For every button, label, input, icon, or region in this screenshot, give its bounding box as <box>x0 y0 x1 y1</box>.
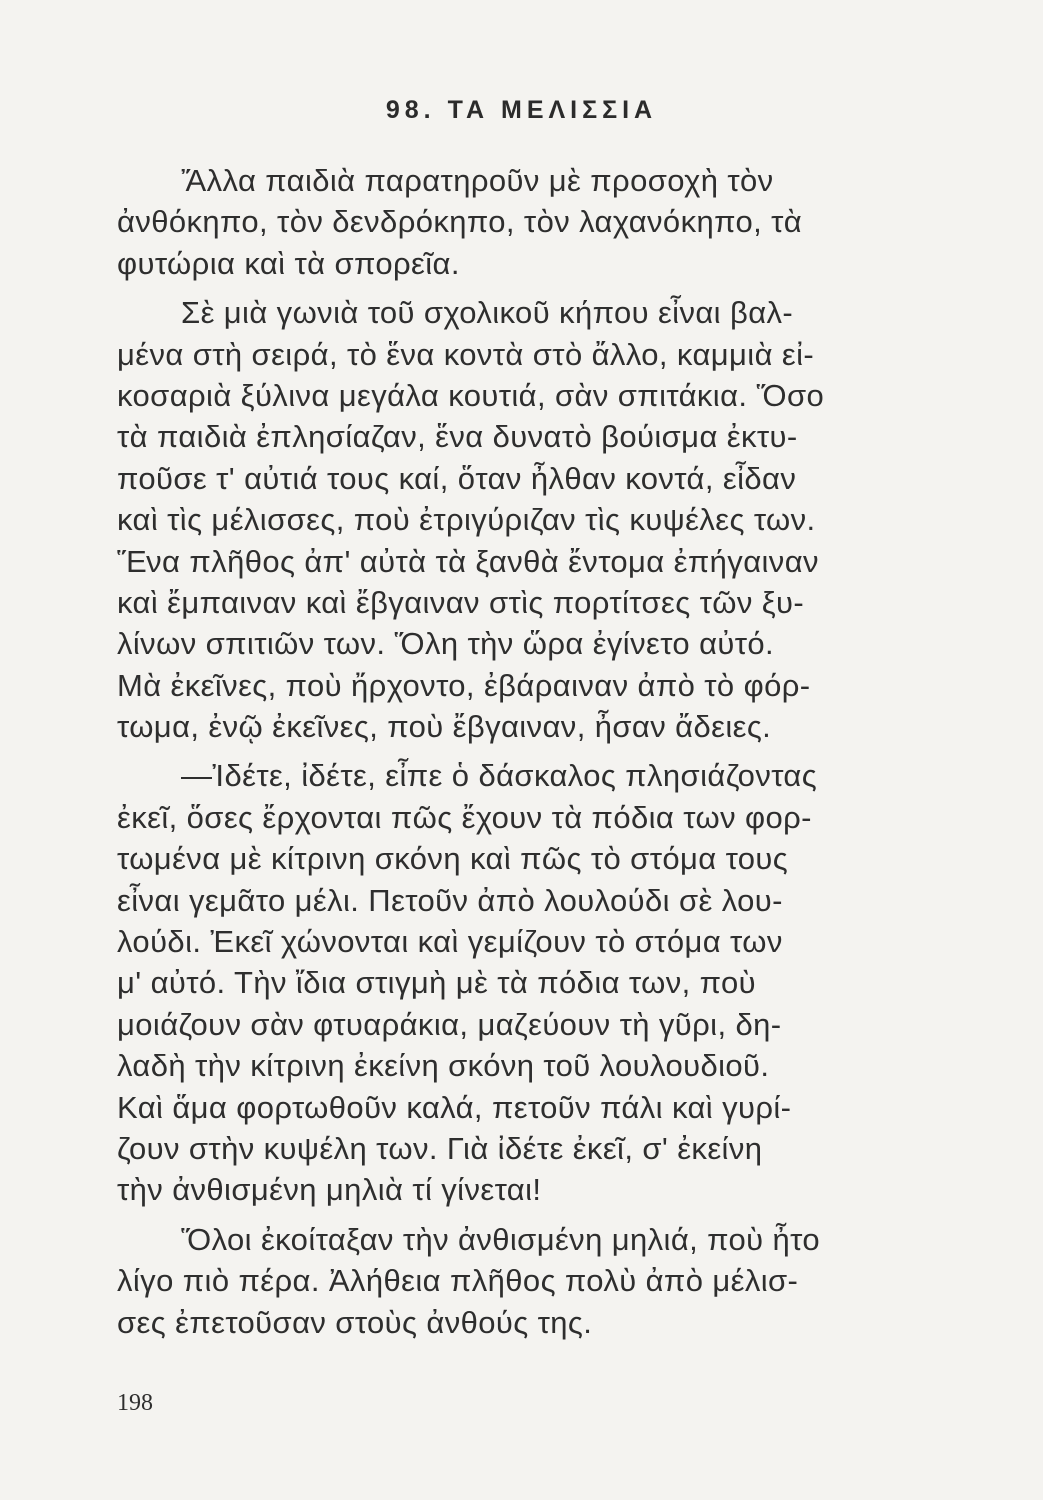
text-line: καὶ τὶς μέλισσες, ποὺ ἐτριγύριζαν τὶς κυψέλες των. <box>117 502 816 538</box>
text-line: λίνων σπιτιῶν των. Ὅλη τὴν ὥρα ἐγίνετο αὐτό. <box>117 626 775 662</box>
text-line: Μὰ ἐκεῖνες, ποὺ ἤρχοντο, ἐβάραιναν ἀπὸ τὸ φόρ- <box>117 667 811 703</box>
text-line: μένα στὴ σειρά, τὸ ἕνα κοντὰ στὸ ἄλλο, καμμιὰ εἰ- <box>117 336 815 372</box>
text-line: λαδὴ τὴν κίτρινη ἐκείνη σκόνη τοῦ λουλουδιοῦ. <box>117 1048 770 1084</box>
text-line: φυτώρια καὶ τὰ σπορεῖα. <box>117 245 460 281</box>
text-line: ποῦσε τ' αὐτιά τους καί, ὅταν ἦλθαν κοντά, εἶδαν <box>117 460 797 496</box>
paragraph <box>117 292 969 747</box>
text-line: τωμα, ἐνῷ ἐκεῖνες, ποὺ ἔβγαιναν, ἦσαν ἄδειες. <box>117 709 772 745</box>
text-line: Ὅλοι ἐκοίταξαν τὴν ἀνθισμένη μηλιά, ποὺ ἦτο <box>181 1221 821 1257</box>
text-line: Καὶ ἅμα φορτωθοῦν καλά, πετοῦν πάλι καὶ γυρί- <box>117 1089 792 1125</box>
paragraph <box>117 1219 969 1343</box>
text-line: εἶναι γεμᾶτο μέλι. Πετοῦν ἀπὸ λουλούδι σὲ λου- <box>117 882 783 918</box>
text-line: λούδι. Ἐκεῖ χώνονται καὶ γεμίζουν τὸ στόμα των <box>117 924 783 960</box>
text-line: Σὲ μιὰ γωνιὰ τοῦ σχολικοῦ κήπου εἶναι βαλ- <box>181 295 794 331</box>
text-line: —Ἰδέτε, ἰδέτε, εἶπε ὁ δάσκαλος πλησιάζοντας <box>181 758 818 794</box>
text-line: καὶ ἔμπαιναν καὶ ἔβγαιναν στὶς πορτίτσες τῶν ξυ- <box>117 584 805 620</box>
running-header: 98. ΤΑ ΜΕΛΙΣΣΙΑ <box>385 96 658 124</box>
paragraph <box>117 755 969 1210</box>
text-line: λίγο πιὸ πέρα. Ἀλήθεια πλῆθος πολὺ ἀπὸ μέλισ- <box>117 1263 799 1299</box>
page-number: 198 <box>117 1390 153 1416</box>
text-line: τὴν ἀνθισμένη μηλιὰ τί γίνεται! <box>117 1172 542 1208</box>
text-line: τωμένα μὲ κίτρινη σκόνη καὶ πῶς τὸ στόμα τους <box>117 841 789 877</box>
text-line: μ' αὐτό. Τὴν ἴδια στιγμὴ μὲ τὰ πόδια των, ποὺ <box>117 965 757 1001</box>
text-line: σες ἐπετοῦσαν στοὺς ἀνθούς της. <box>117 1304 593 1340</box>
text-line: Ἕνα πλῆθος ἀπ' αὐτὰ τὰ ξανθὰ ἔντομα ἐπήγαιναν <box>117 543 819 579</box>
text-line: Ἄλλα παιδιὰ παρατηροῦν μὲ προσοχὴ τὸν <box>181 163 774 198</box>
text-line: ἐκεῖ, ὅσες ἔρχονται πῶς ἔχουν τὰ πόδια των φορ- <box>117 799 812 835</box>
paragraph <box>117 160 969 284</box>
text-line: ζουν στὴν κυψέλη των. Γιὰ ἰδέτε ἐκεῖ, σ' ἐκείνη <box>117 1130 763 1166</box>
text-line: μοιάζουν σὰν φτυαράκια, μαζεύουν τὴ γῦρι, δη- <box>117 1006 782 1042</box>
body-text <box>117 160 969 1343</box>
text-line: κοσαριὰ ξύλινα μεγάλα κουτιά, σὰν σπιτάκια. Ὅσο <box>117 377 825 413</box>
text-line: τὰ παιδιὰ ἐπλησίαζαν, ἕνα δυνατὸ βούισμα ἐκτυ- <box>117 419 798 455</box>
text-line: ἀνθόκηπο, τὸν δενδρόκηπο, τὸν λαχανόκηπο, τὰ <box>117 204 803 240</box>
